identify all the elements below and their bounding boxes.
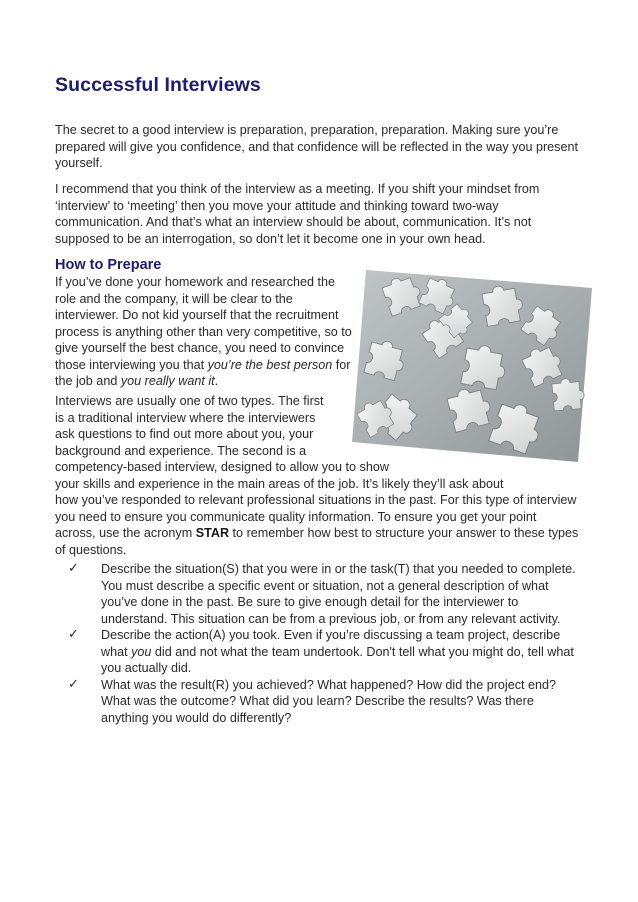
intro-paragraph-2: I recommend that you think of the interview as a meeting. If you shift your mindset from ‘interview’ to ‘meeting’ then you move your attitude and thinking toward two-way communication. And that’s what an interview should be about, communication. It’s not supposed to be an interrogation, so don’t let it become one in your own head. — [55, 182, 540, 246]
checkmark-icon: ✓ — [68, 676, 79, 692]
types-line-7 — [55, 492, 580, 558]
checklist-item-text: What was the result(R) you achieved? What happened? How did the project end? What was the outcome? What did you learn? Describe the results? Was there anything you would do differently? — [101, 677, 557, 725]
prepare-emphasis-2: you really want it — [120, 374, 215, 388]
checklist-item-text: Describe the action(A) you took. Even if you’re discussing a team project, describe what — [101, 628, 561, 659]
star-acronym: STAR — [195, 526, 230, 540]
checkmark-icon: ✓ — [68, 627, 79, 642]
checklist-item-text-end: did and not what the team undertook. Don't tell what you might do, tell what you actually did. — [101, 644, 574, 675]
prepare-text: If you’ve done your homework and researched the role and the company, it will be clear to the interviewer. Do not kid yourself that the recruitment process is anything other than very competitive, so to give yourself the best chance, you need to convince those interviewing you that — [55, 275, 352, 372]
intro-paragraph-1: The secret to a good interview is preparation, preparation, preparation. Making sure you’re prepared will give you confidence, and that confidence will be reflected in the way you present yourself. — [55, 123, 578, 170]
prepare-emphasis-1: you’re the best person — [207, 357, 333, 372]
checklist-item-action — [68, 627, 578, 677]
prepare-paragraph — [55, 274, 355, 390]
types-line-1: Interviews are usually one of two types. The first — [55, 394, 324, 408]
prepare-text-end: . — [214, 374, 219, 388]
prepare-text-mid: for the job and — [55, 357, 351, 388]
types-line-4: background and experience. The second is a — [55, 443, 307, 458]
types-text: how you’ve responded to relevant professional situations in the past. For this type of interview you need to ensure you communicate quality information. To ensure you get your point across, use the acronym — [55, 493, 577, 540]
interview-types-paragraph — [55, 393, 585, 558]
checklist-emphasis-you: you — [131, 644, 152, 659]
types-line-3: ask questions to find out more about you, your — [55, 427, 314, 441]
checklist-item-situation — [68, 561, 578, 627]
section-heading-how-to-prepare: How to Prepare — [55, 257, 162, 273]
checkmark-icon: ✓ — [68, 561, 79, 576]
types-line-6: your skills and experience in the main areas of the job. It’s likely they’ll ask about — [55, 476, 504, 491]
types-line-5: competency-based interview, designed to allow you to show — [55, 460, 389, 474]
checklist-item-result — [68, 677, 578, 727]
types-line-2: is a traditional interview where the interviewers — [55, 410, 316, 425]
page-title: Successful Interviews — [55, 74, 261, 96]
types-text-end: to remember how best to structure your answer to these types of questions. — [55, 526, 579, 557]
star-checklist — [68, 561, 578, 726]
checklist-item-text: Describe the situation(S) that you were in or the task(T) that you needed to complete. You must describe a specific event or situation, not a general description of what you’ve done in the past. Be sure to give enough detail for the interviewer to understand. This situation can be from a previous job, or from any relevant activity. — [101, 562, 576, 626]
